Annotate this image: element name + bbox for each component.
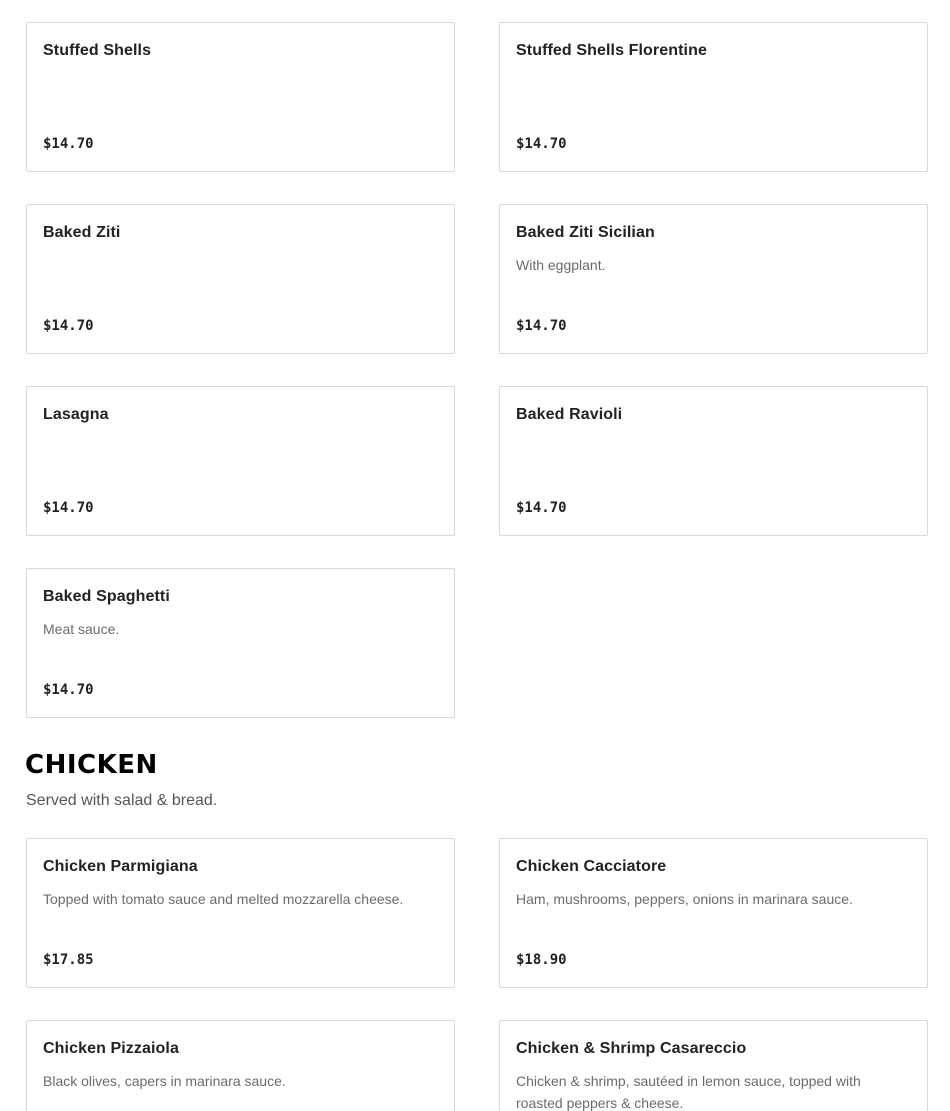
item-price: $14.70 <box>516 318 567 334</box>
item-description: Chicken & shrimp, sautéed in lemon sauce, topped with roasted peppers & cheese. <box>516 1073 861 1111</box>
item-description: Topped with tomato sauce and melted mozzarella cheese. <box>43 891 404 907</box>
menu-item-card[interactable] <box>26 204 455 354</box>
item-name: Chicken Cacciatore <box>516 858 667 875</box>
menu-item-card[interactable] <box>26 838 455 988</box>
section-subtitle: Served with salad & bread. <box>26 792 218 809</box>
item-price: $14.70 <box>43 136 94 152</box>
item-description: Ham, mushrooms, peppers, onions in marinara sauce. <box>516 891 853 907</box>
menu-item-card[interactable] <box>26 1020 455 1111</box>
item-name: Chicken Parmigiana <box>43 858 198 875</box>
item-price: $14.70 <box>516 136 567 152</box>
menu-item-card[interactable] <box>499 1020 928 1111</box>
item-description: Black olives, capers in marinara sauce. <box>43 1073 286 1089</box>
chicken-items-grid <box>26 838 928 1111</box>
pasta-items-grid <box>26 22 928 718</box>
item-name: Baked Ziti Sicilian <box>516 224 655 241</box>
menu-item-card[interactable] <box>499 386 928 536</box>
item-price: $14.70 <box>43 318 94 334</box>
item-price: $14.70 <box>516 500 567 516</box>
menu-item-card[interactable] <box>499 204 928 354</box>
section-title-chicken: CHICKEN <box>25 750 158 780</box>
item-price: $17.85 <box>43 952 94 968</box>
item-description: Meat sauce. <box>43 621 120 637</box>
item-name: Stuffed Shells Florentine <box>516 42 707 59</box>
item-price: $14.70 <box>43 682 94 698</box>
item-name: Chicken Pizzaiola <box>43 1040 179 1057</box>
item-description: With eggplant. <box>516 257 606 273</box>
menu-item-card[interactable] <box>499 22 928 172</box>
menu-item-card[interactable] <box>26 568 455 718</box>
item-name: Stuffed Shells <box>43 42 152 59</box>
menu-item-card[interactable] <box>499 838 928 988</box>
item-name: Chicken & Shrimp Casareccio <box>516 1040 747 1057</box>
menu-item-card[interactable] <box>26 22 455 172</box>
item-name: Baked Spaghetti <box>43 588 170 605</box>
item-price: $14.70 <box>43 500 94 516</box>
item-name: Lasagna <box>43 406 109 423</box>
item-name: Baked Ziti <box>43 224 121 241</box>
item-name: Baked Ravioli <box>516 406 623 423</box>
item-price: $18.90 <box>516 952 567 968</box>
menu-item-card[interactable] <box>26 386 455 536</box>
